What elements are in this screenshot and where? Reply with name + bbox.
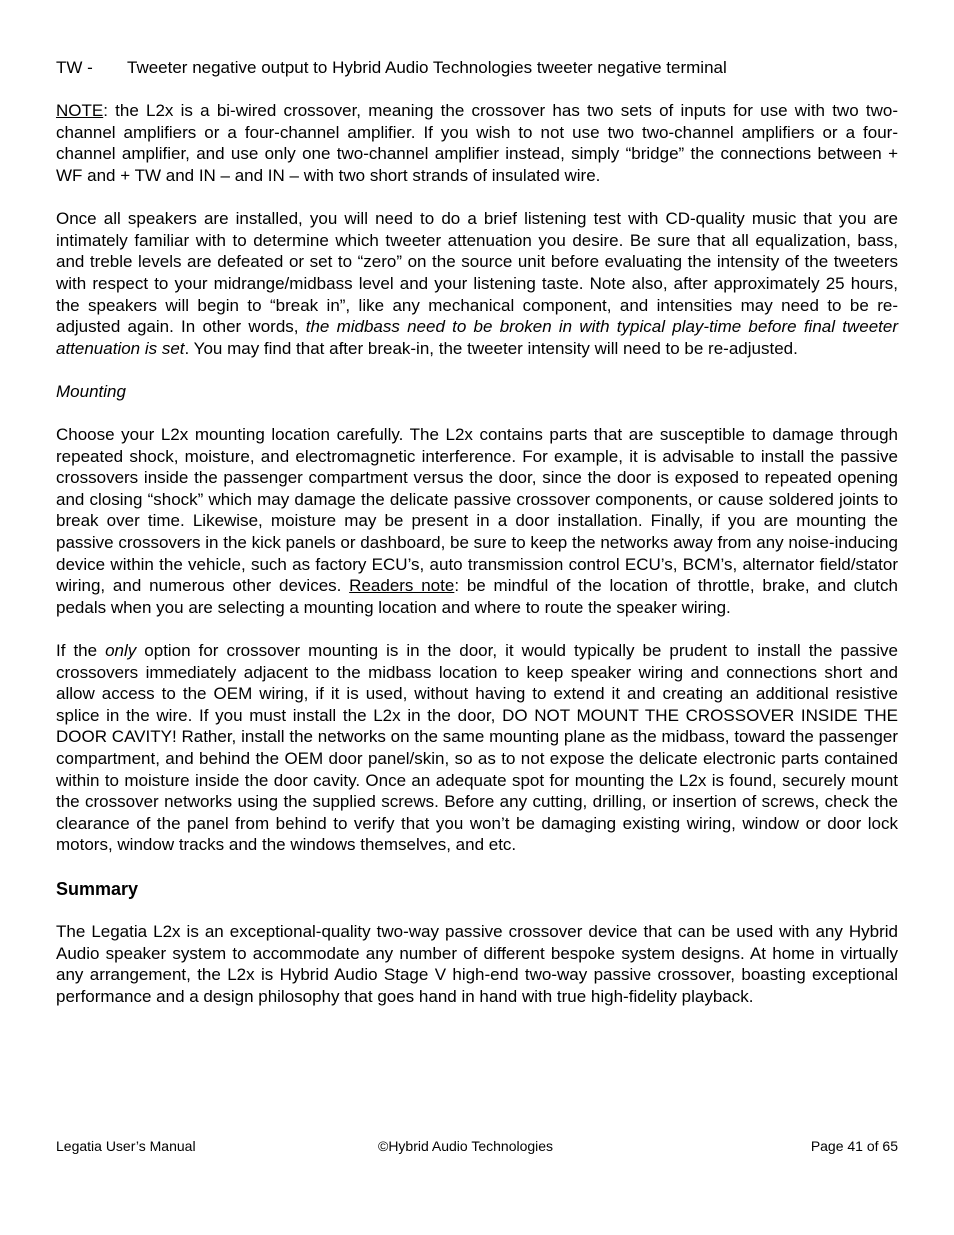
- door-text-1: If the: [56, 641, 106, 661]
- note-paragraph: [56, 100, 898, 186]
- door-italic-only: only: [105, 641, 137, 661]
- footer-manual-title: Legatia User’s Manual: [56, 1138, 196, 1154]
- tw-terminal-line: [56, 57, 898, 79]
- tw-description: Tweeter negative output to Hybrid Audio Technologies tweeter negative terminal: [127, 58, 727, 77]
- listening-italic-text: the midbass need to be broken in with typical play-time before final tweeter attenuation is set: [56, 317, 898, 358]
- door-mounting-paragraph: [56, 640, 898, 856]
- page-body: [56, 57, 898, 1029]
- mounting-paragraph: [56, 424, 898, 618]
- listening-text-1: Once all speakers are installed, you will need to do a brief listening test with CD-quality music that you are intimately familiar with to determine which tweeter attenuation you desire. Be sure that all equalization, bass, and treble levels are defeated or set to “zero” on the source unit before evaluating the intensity of the tweeters with respect to your midrange/midbass level and your listening taste. Note also, after approximately 25 hours, the speakers will begin to “break in”, like any mechanical component, and intensities may need to be re-adjusted again. In other words,: [56, 209, 898, 337]
- listening-test-paragraph: [56, 208, 898, 359]
- summary-paragraph: The Legatia L2x is an exceptional-quality two-way passive crossover device that can be used with any Hybrid Audio speaker system to accommodate any number of different bespoke system designs. At home in virtually any arrangement, the L2x is Hybrid Audio Stage V high-end two-way passive crossover, boasting exceptional performance and a design philosophy that goes hand in hand with true high-fidelity playback.: [56, 922, 898, 1006]
- mounting-heading: Mounting: [56, 381, 126, 401]
- summary-heading: Summary: [56, 878, 139, 899]
- readers-note-label: Readers note: [349, 576, 455, 596]
- door-text-2: option for crossover mounting is in the door, it would typically be prudent to install the passive crossovers immediately adjacent to the midbass location to keep speaker wiring and connections short and allow access to the OEM wiring, if it is used, without having to extend it and creating an additional resistive splice in the wire. If you must install the L2x in the door, DO NOT MOUNT THE CROSSOVER INSIDE THE DOOR CAVITY! Rather, install the networks on the same mounting plane as the midbass, toward the passenger compartment, and behind the OEM door panel/skin, so as to not expose the delicate electronic parts contained within to moisture inside the door cavity. Once an adequate spot for mounting the L2x is found, securely mount the crossover networks using the supplied screws. Before any cutting, drilling, or insertion of screws, check the clearance of the panel from behind to verify that you won’t be damaging existing wiring, window or door lock motors, window tracks and the windows themselves, and etc.: [56, 641, 898, 855]
- footer-copyright: ©Hybrid Audio Technologies: [378, 1138, 554, 1154]
- footer-page-number: Page 41 of 65: [810, 1138, 898, 1154]
- listening-text-2: . You may find that after break-in, the tweeter intensity will need to be re-adjusted.: [184, 338, 798, 358]
- note-label: NOTE: [56, 101, 104, 121]
- page-footer: [56, 1137, 898, 1155]
- tw-label: TW -: [56, 58, 93, 77]
- note-text: : the L2x is a bi-wired crossover, meaning the crossover has two sets of inputs for use with two two-channel amplifiers or a four-channel amplifier. If you wish to not use two two-channel amplifiers or a four-channel amplifier, and use only one two-channel amplifier instead, simply “bridge” the connections between + WF and + TW and IN – and IN – with two short strands of insulated wire.: [56, 101, 898, 185]
- mounting-text-2: : be mindful of the location of throttle, brake, and clutch pedals when you are selecting a mounting location and where to route the speaker wiring.: [56, 576, 898, 617]
- mounting-text-1: Choose your L2x mounting location carefully. The L2x contains parts that are susceptible to damage through repeated shock, moisture, and electromagnetic interference. For example, it is advisable to install the passive crossovers inside the passenger compartment versus the door, since the door is exposed to repeated opening and closing “shock” which may damage the delicate passive crossover components, or cause soldered joints to break over time. Likewise, moisture may be present in a door installation. Finally, if you are mounting the passive crossovers in the kick panels or dashboard, be sure to keep the networks away from any noise-inducing device within the vehicle, such as factory ECU’s, auto transmission control ECU’s, BCM’s, alternator field/stator wiring, and numerous other devices.: [56, 425, 898, 596]
